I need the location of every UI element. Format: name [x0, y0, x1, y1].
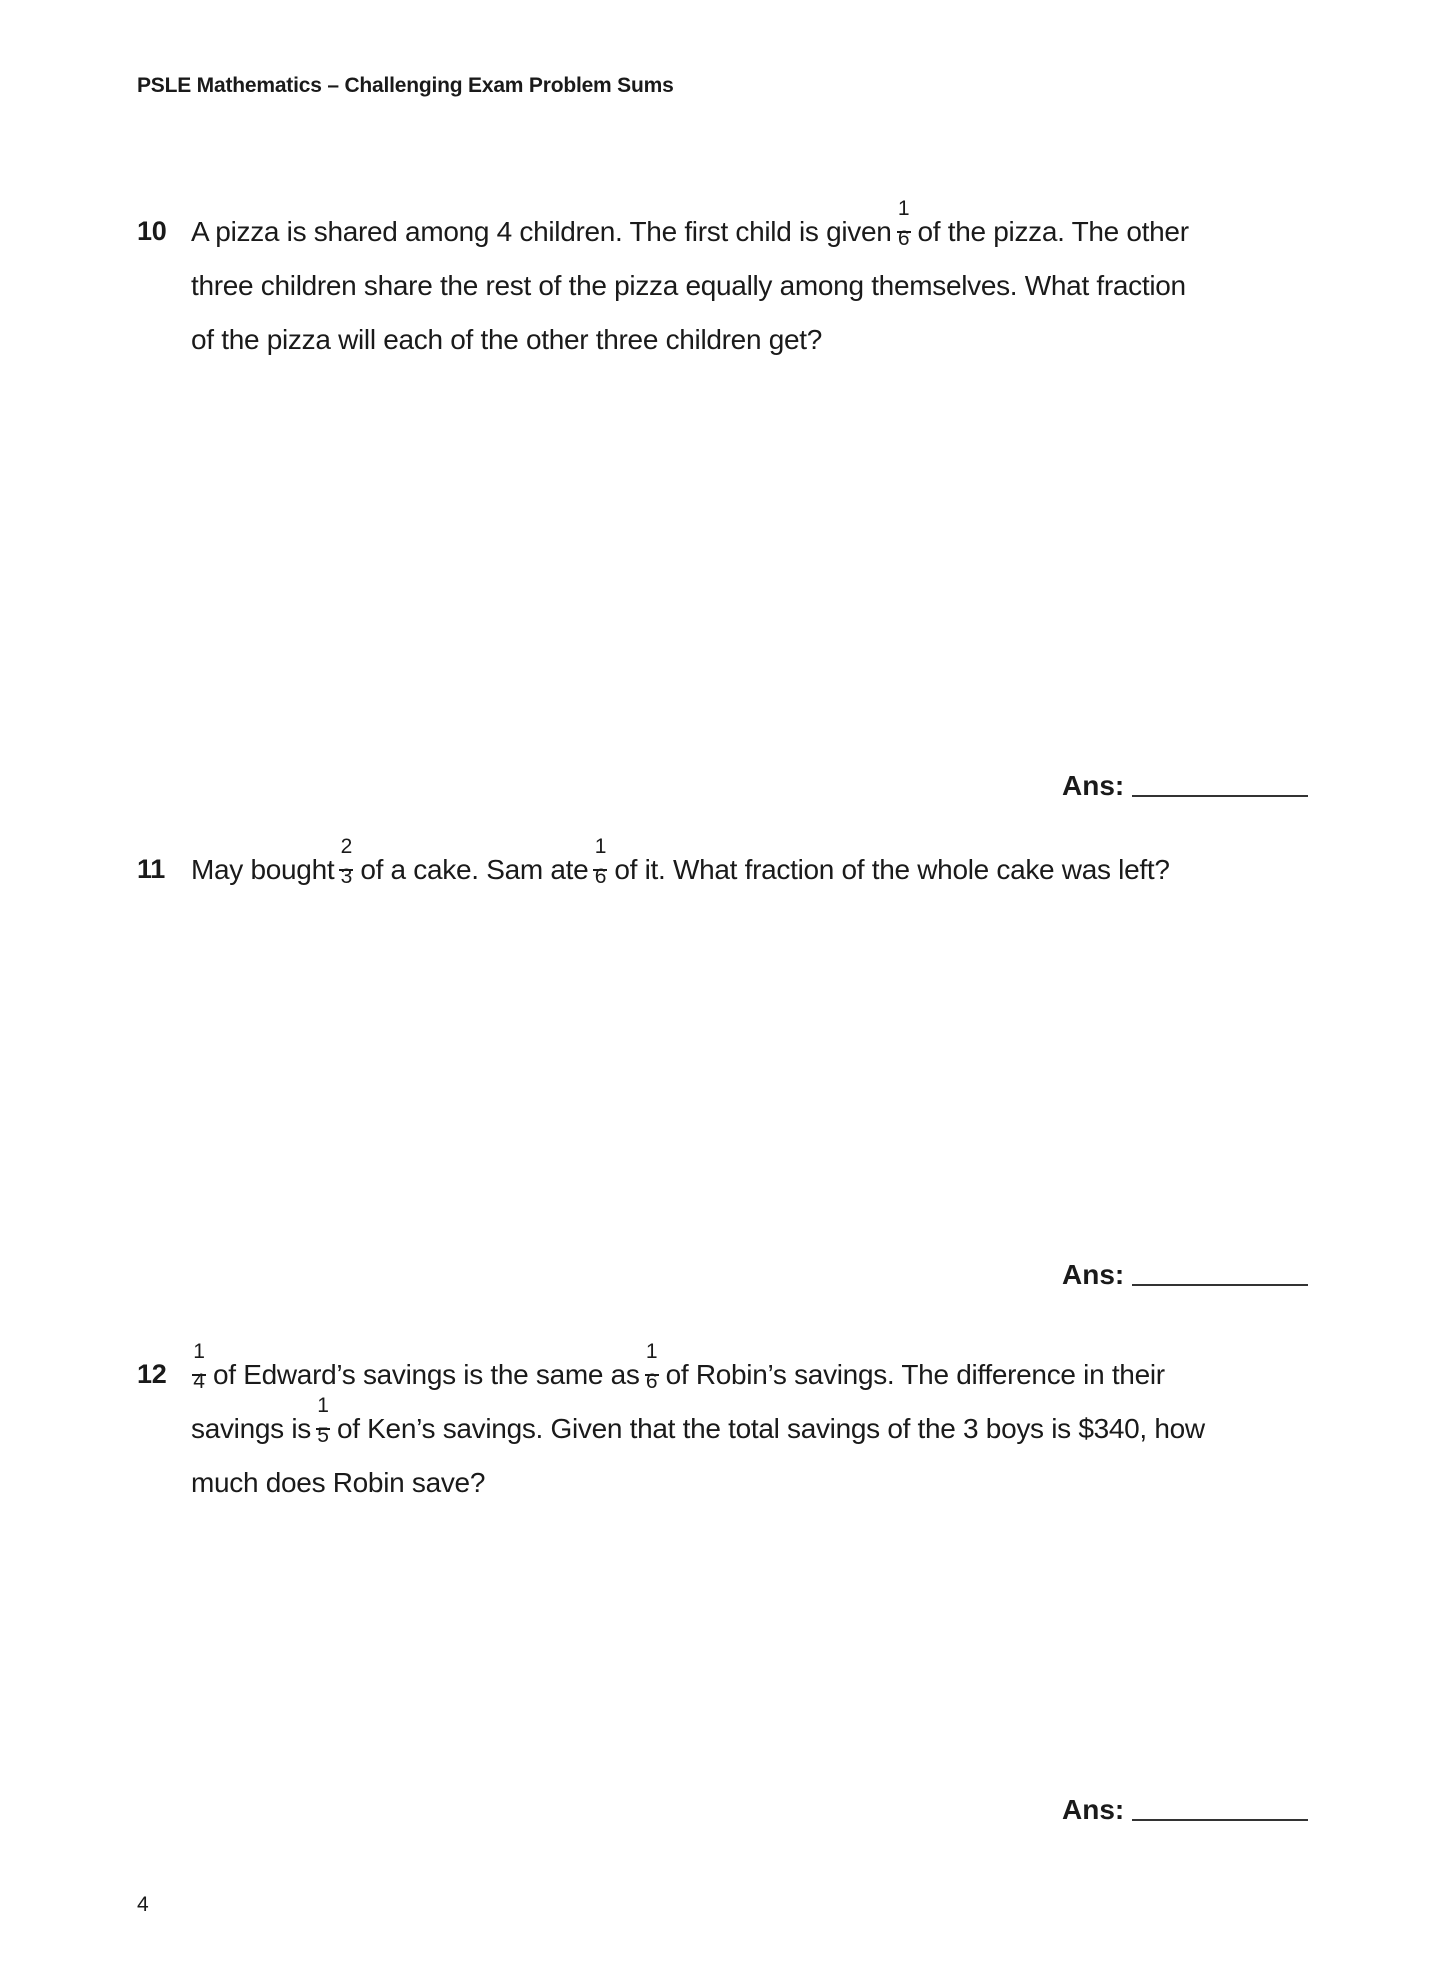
question-line: of the pizza will each of the other three children get? — [191, 324, 823, 355]
fraction: $\frac{1}{4}$ — [193, 1340, 205, 1393]
question-line: three children share the rest of the pizza equally among themselves. What fraction — [191, 270, 1186, 301]
question-number: 10 — [137, 216, 167, 246]
answer-label: Ans: — [1062, 770, 1125, 801]
answer-blank[interactable] — [1132, 1284, 1308, 1286]
fraction: $\frac{1}{6}$ — [594, 835, 607, 888]
answer-field-12[interactable] — [1062, 1794, 1308, 1826]
question-line: A pizza is shared among 4 children. The first child is given $\frac{1}{6}$ of the pizza. The other — [191, 205, 1337, 259]
page-header-title: PSLE Mathematics – Challenging Exam Problem Sums — [137, 74, 674, 97]
question-line: May bought $\frac{2}{3}$ of a cake. Sam ate $\frac{1}{6}$ of it. What fraction of the whole cake was left? — [191, 843, 1337, 897]
question-11 — [137, 835, 1337, 897]
answer-field-11[interactable] — [1062, 1259, 1308, 1291]
question-number: 11 — [137, 854, 165, 884]
question-line: savings is $\frac{1}{5}$ of Ken’s savings. Given that the total savings of the 3 boys is $340, how — [191, 1402, 1337, 1456]
question-line: much does Robin save? — [191, 1467, 486, 1498]
answer-blank[interactable] — [1132, 795, 1308, 797]
question-10 — [137, 197, 1337, 367]
question-number: 12 — [137, 1359, 167, 1389]
fraction: $\frac{1}{6}$ — [645, 1340, 658, 1393]
answer-label: Ans: — [1062, 1259, 1125, 1290]
question-12 — [137, 1340, 1337, 1510]
page-number: 4 — [137, 1893, 149, 1916]
question-text — [191, 835, 1337, 897]
fraction: $\frac{1}{6}$ — [897, 197, 910, 250]
question-text — [191, 197, 1337, 367]
answer-field-10[interactable] — [1062, 770, 1308, 802]
answer-label: Ans: — [1062, 1794, 1125, 1825]
fraction: $\frac{2}{3}$ — [340, 835, 353, 888]
fraction: $\frac{1}{5}$ — [317, 1394, 329, 1447]
question-line: $\frac{1}{4}$ of Edward’s savings is the same as $\frac{1}{6}$ of Robin’s savings. The difference in their — [191, 1348, 1337, 1402]
question-text — [191, 1340, 1337, 1510]
answer-blank[interactable] — [1132, 1819, 1308, 1821]
